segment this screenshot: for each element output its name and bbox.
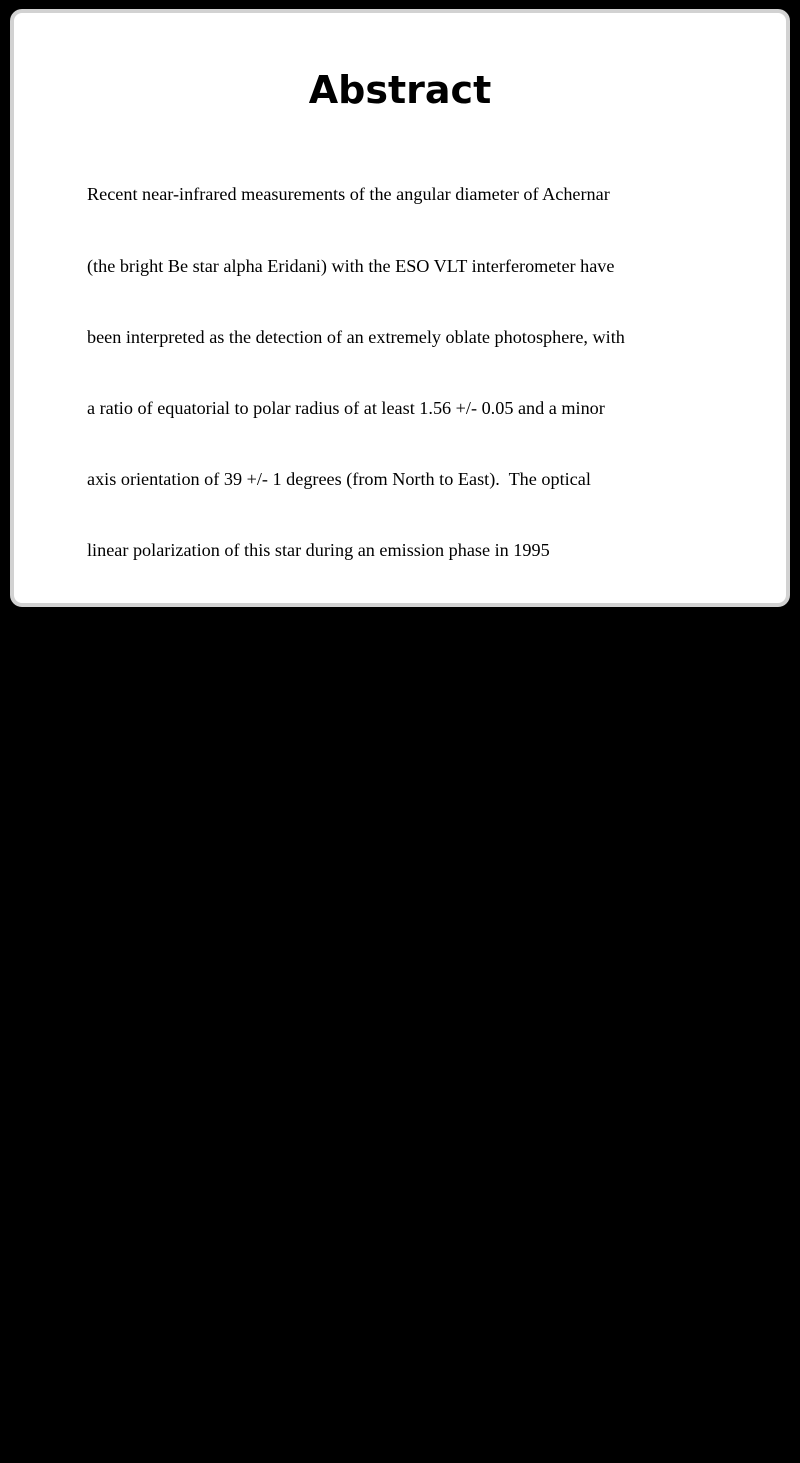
abstract-line: Schroder's measurement of a small negative polarization in 1969-70 and [87,1251,614,1272]
abstract-line: Tinbergen's measurement of zero polarization in 1974.5, both at times [87,1322,596,1343]
abstract-line: linear polarization of this star during an emission phase in 1995 [87,539,550,560]
abstract-line: polarization as found in the literature is that of a typical Be star, with the [87,1108,615,1129]
abstract-line: polarization by electron scattering in an equatorially flattened [87,824,535,845]
abstract-line: circumstellar disk. These two independent determinations of the [87,895,558,916]
abstract-line: exception of an interesting question raised by the contrast between [87,1179,572,1200]
abstract-line: rotation axis on the plane of the sky according to the theory of [87,753,540,774]
abstract-line: orientation of the rotation axis are therefore in agreement. The [87,966,545,987]
slide-card [10,9,790,1414]
abstract-line: a ratio of equatorial to polar radius of at least 1.56 +/- 0.05 and a minor [87,397,605,418]
abstract-body [87,136,717,1463]
abstract-line: equatorial coordinates), which is the direction of the projection of the [87,682,592,703]
slide-title: Abstract [308,68,492,112]
abstract-line: (the bright Be star alpha Eridani) with the ESO VLT interferometer have [87,255,615,276]
abstract-line: axis orientation of 39 +/- 1 degrees (from North to East). The optical [87,468,591,489]
abstract-line: Recent near-infrared measurements of the angular diameter of Achernar [87,184,610,205]
abstract-line: September was 0.12 +/- 0.02% at position angle 37 +/- 8 degrees (in [87,611,584,632]
abstract-line: been interpreted as the detection of an extremely oblate photosphere, with [87,326,625,347]
abstract-line: when emission was reportedly absent. [87,1393,364,1414]
abstract-line: observational history of correlations between H-alpha emission and [87,1037,579,1058]
